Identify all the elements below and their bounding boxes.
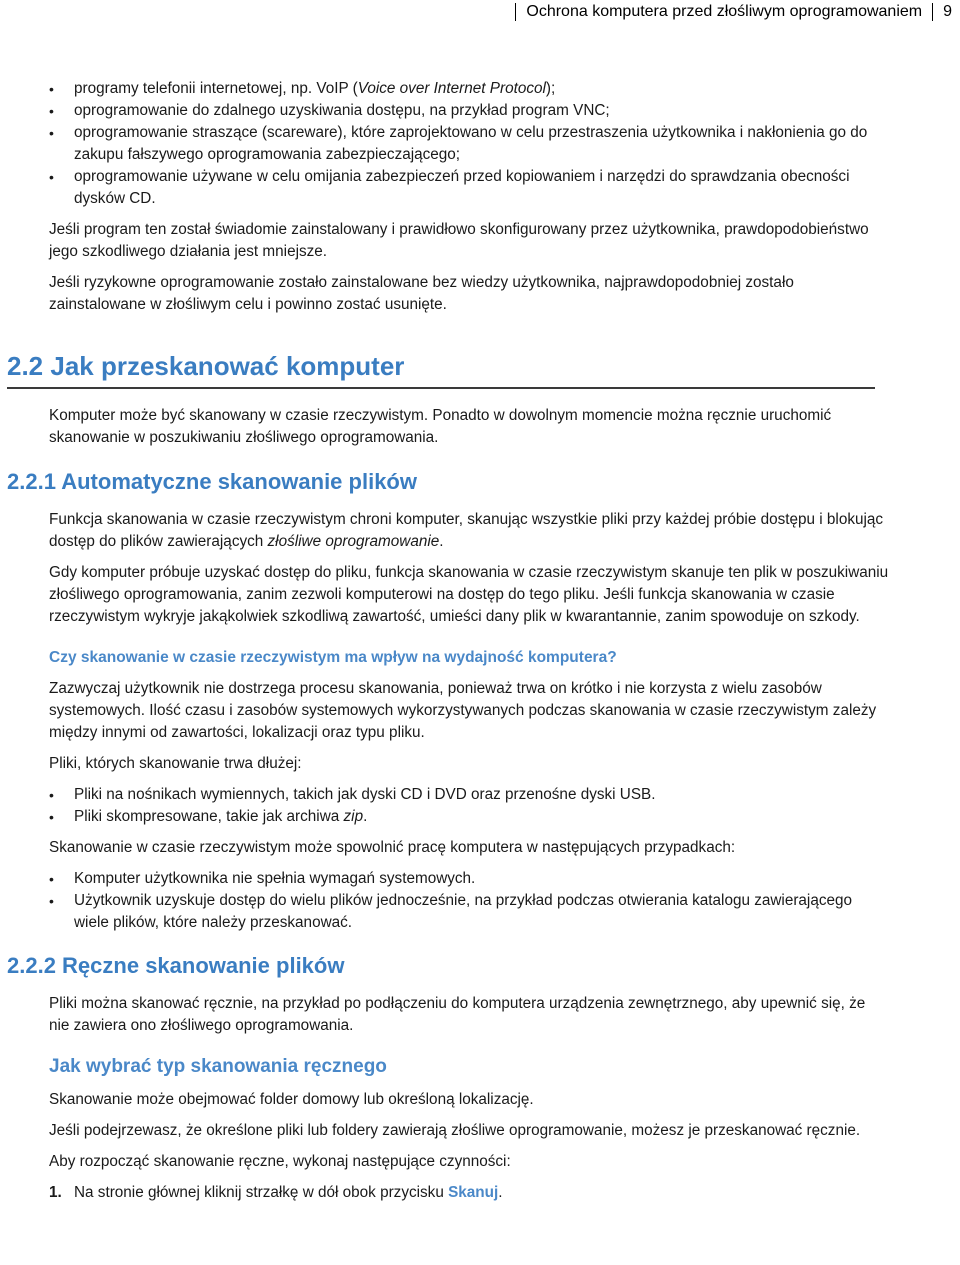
paragraph: Komputer może być skanowany w czasie rzeczywistym. Ponadto w dowolnym momencie można ręcznie uruchomić skanowanie w poszukiwaniu złośliwego oprogramowania.: [49, 407, 832, 446]
steps-list: [49, 1182, 889, 1204]
header-divider: [515, 3, 516, 21]
slowdown-cases-list: [49, 868, 889, 934]
risky-software-list: [49, 78, 889, 210]
paragraph: Pliki, których skanowanie trwa dłużej:: [49, 755, 302, 772]
paragraph: Zazwyczaj użytkownik nie dostrzega procesu skanowania, ponieważ trwa on krótko i nie korzysta z wielu zasobów systemowych. Ilość czasu i zasobów systemowych wykorzystywanych podczas skanowania w czasie rzeczywistym zależy między innymi od zawartości, lokalizacji oraz typu pliku.: [49, 680, 877, 741]
paragraph: Gdy komputer próbuje uzyskać dostęp do pliku, funkcja skanowania w czasie rzeczywistym skanuje ten plik w poszukiwaniu złośliwego oprogramowania, zanim zezwoli komputerowi na dostęp do tego pliku. Jeśli funkcja skanowania w czasie rzeczywistym wykryje jakąkolwiek szkodliwą zawartość, umieści dany plik w kwarantannie, zanim spowoduje on szkody.: [49, 564, 889, 625]
page-header: [515, 0, 960, 24]
section-heading-2-2-2: 2.2.2 Ręczne skanowanie plików: [7, 953, 345, 978]
paragraph: Skanowanie może obejmować folder domowy lub określoną lokalizację.: [49, 1091, 534, 1108]
paragraph: Jeśli podejrzewasz, że określone pliki lub foldery zawierają złośliwe oprogramowanie, możesz je przeskanować ręcznie.: [49, 1122, 861, 1139]
paragraph: Aby rozpocząć skanowanie ręczne, wykonaj następujące czynności:: [49, 1153, 511, 1170]
list-item: • programy telefonii internetowej, np. VoIP (Voice over Internet Protocol);: [49, 78, 889, 100]
header-title: Ochrona komputera przed złośliwym oprogramowaniem: [526, 3, 923, 20]
list-item: • Pliki na nośnikach wymiennych, takich jak dyski CD i DVD oraz przenośne dyski USB.: [49, 784, 889, 806]
list-item: • oprogramowanie do zdalnego uzyskiwania dostępu, na przykład program VNC;: [49, 100, 889, 122]
paragraph: Funkcja skanowania w czasie rzeczywistym chroni komputer, skanując wszystkie pliki przy każdej próbie dostępu i blokując dostęp do plików zawierających złośliwe oprogramowanie.: [49, 511, 884, 550]
list-item: • Pliki skompresowane, takie jak archiwa zip.: [49, 806, 889, 828]
section-heading-2-2: 2.2 Jak przeskanować komputer: [7, 349, 875, 389]
step-item: 1. Na stronie głównej kliknij strzałkę w dół obok przycisku Skanuj.: [49, 1182, 889, 1204]
slow-files-list: [49, 784, 889, 828]
page-content: [7, 78, 889, 1204]
paragraph: Jeśli program ten został świadomie zainstalowany i prawidłowo skonfigurowany przez użytkownika, prawdopodobieństwo jego szkodliwego działania jest mniejsze.: [49, 221, 869, 260]
header-separator: [932, 3, 933, 21]
paragraph: Pliki można skanować ręcznie, na przykład po podłączeniu do komputera urządzenia zewnętrznego, aby upewnić się, że nie zawiera ono złośliwego oprogramowania.: [49, 995, 866, 1034]
subheading-manual-scan-type: Jak wybrać typ skanowania ręcznego: [49, 1056, 387, 1077]
scan-button-reference: Skanuj: [448, 1184, 499, 1201]
subheading-performance: Czy skanowanie w czasie rzeczywistym ma wpływ na wydajność komputera?: [49, 649, 617, 666]
list-item: • Komputer użytkownika nie spełnia wymagań systemowych.: [49, 868, 889, 890]
paragraph: Skanowanie w czasie rzeczywistym może spowolnić pracę komputera w następujących przypadkach:: [49, 839, 736, 856]
list-item: • oprogramowanie straszące (scareware), które zaprojektowano w celu przestraszenia użytkownika i nakłonienia go do zakupu fałszywego oprogramowania zabezpieczającego;: [49, 122, 889, 166]
list-item: • oprogramowanie używane w celu omijania zabezpieczeń przed kopiowaniem i narzędzi do sprawdzania obecności dysków CD.: [49, 166, 889, 210]
step-number: 1.: [49, 1184, 62, 1201]
paragraph: Jeśli ryzykowne oprogramowanie zostało zainstalowane bez wiedzy użytkownika, najprawdopodobniej zostało zainstalowane w złośliwym celu i powinno zostać usunięte.: [49, 274, 794, 313]
list-item: • Użytkownik uzyskuje dostęp do wielu plików jednocześnie, na przykład podczas otwierania katalogu zawierającego wiele plików, które należy przeskanować.: [49, 890, 889, 934]
section-heading-2-2-1: 2.2.1 Automatyczne skanowanie plików: [7, 469, 417, 494]
page-number: 9: [943, 3, 952, 20]
